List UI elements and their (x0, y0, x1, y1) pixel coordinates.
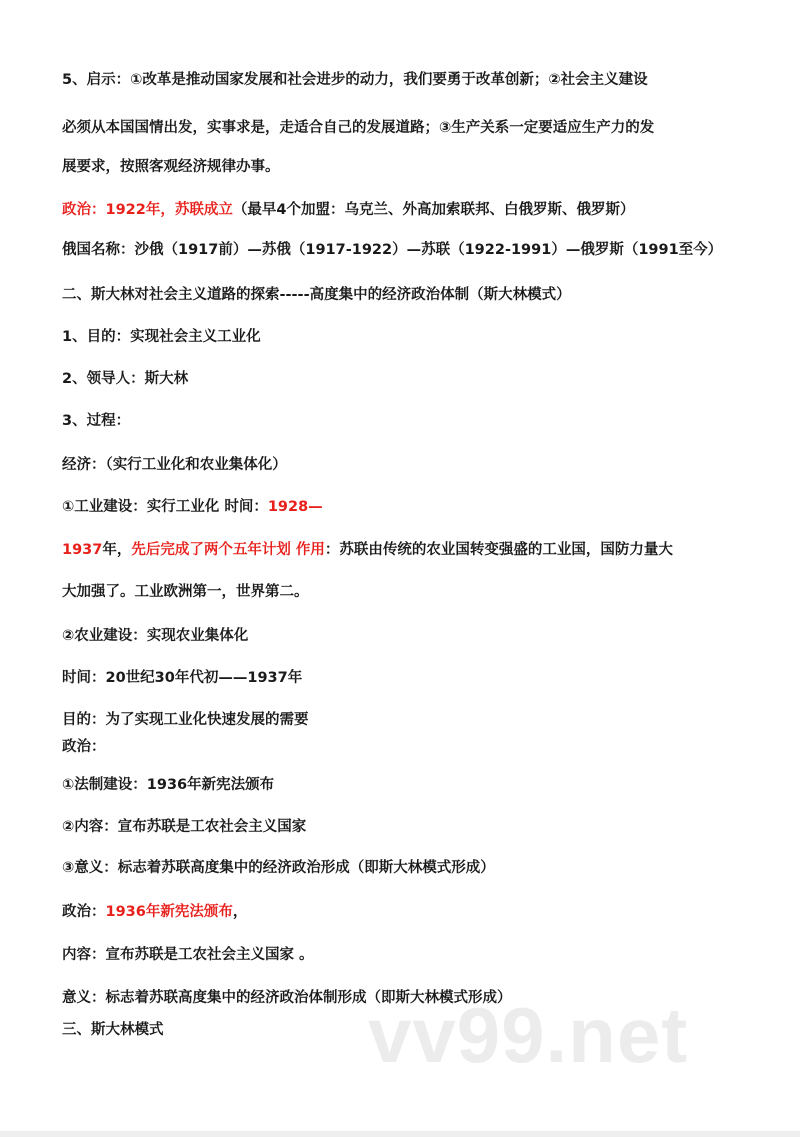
text-span: ①法制建设：1936年新宪法颁布 (62, 777, 275, 793)
text-line (62, 902, 247, 922)
highlighted-text: 1937 (62, 542, 103, 558)
text-span: ， (232, 904, 248, 920)
text-span: ②内容：宣布苏联是工农社会主义国家 (62, 819, 307, 835)
text-line (62, 369, 188, 389)
text-line (62, 710, 309, 730)
text-span: （最早4个加盟：乌克兰、外高加索联邦、白俄罗斯、俄罗斯） (232, 202, 635, 218)
page-bottom-edge (0, 1131, 800, 1137)
text-span: 时间：20世纪30年代初——1937年 (62, 670, 303, 686)
text-span: 展要求，按照客观经济规律办事。 (62, 159, 280, 175)
text-line (62, 240, 722, 260)
highlighted-text: 先后完成了两个五年计划 作用 (131, 542, 325, 558)
text-span: 年， (102, 542, 132, 558)
text-line (62, 118, 654, 138)
text-line (62, 497, 323, 517)
text-line (62, 945, 314, 965)
text-line (62, 775, 274, 795)
text-line (62, 540, 673, 560)
text-line (62, 817, 306, 837)
highlighted-text: 1936年新宪法颁布 (105, 904, 233, 920)
text-span: ：苏联由传统的农业国转变强盛的工业国，国防力量大 (324, 542, 673, 558)
watermark: vv99.net (368, 991, 689, 1079)
text-line (62, 411, 130, 431)
text-span: 三、斯大林模式 (62, 1022, 164, 1038)
text-line (62, 70, 648, 90)
text-span: ①工业建设：实行工业化 时间： (62, 499, 268, 515)
text-span: 2、领导人：斯大林 (62, 371, 189, 387)
text-line (62, 285, 571, 305)
text-line (62, 858, 495, 878)
text-span: 必须从本国国情出发，实事求是，走适合自己的发展道路；③生产关系一定要适应生产力的发 (62, 120, 655, 136)
text-span: 3、过程： (62, 413, 131, 429)
text-line (62, 626, 248, 646)
text-line (62, 1020, 164, 1040)
text-line (62, 737, 106, 757)
text-line (62, 327, 261, 347)
text-span: 政治： (62, 739, 106, 755)
text-span: 二、斯大林对社会主义道路的探索-----高度集中的经济政治体制（斯大林模式） (62, 287, 571, 303)
text-span: 俄国名称：沙俄（1917前）—苏俄（1917-1922）—苏联（1922-1991）—俄罗斯（1991至今） (62, 242, 723, 258)
text-span: 5、启示：①改革是推动国家发展和社会进步的动力，我们要勇于改革创新；②社会主义建设 (62, 72, 648, 88)
text-line (62, 200, 634, 220)
highlighted-text: 1928— (267, 499, 323, 515)
text-line (62, 455, 287, 475)
highlighted-text: 政治：1922年，苏联成立 (62, 202, 233, 218)
text-span: 大加强了。工业欧洲第一，世界第二。 (62, 584, 309, 600)
text-line (62, 582, 309, 602)
text-span: 意义：标志着苏联高度集中的经济政治体制形成（即斯大林模式形成） (62, 990, 512, 1006)
text-line (62, 668, 302, 688)
text-span: 1、目的：实现社会主义工业化 (62, 329, 261, 345)
text-span: 内容：宣布苏联是工农社会主义国家 。 (62, 947, 314, 963)
text-span: ②农业建设：实现农业集体化 (62, 628, 249, 644)
text-span: ③意义：标志着苏联高度集中的经济政治形成（即斯大林模式形成） (62, 860, 495, 876)
text-span: 目的：为了实现工业化快速发展的需要 (62, 712, 309, 728)
text-span: 政治： (62, 904, 106, 920)
text-line (62, 157, 280, 177)
text-span: 经济：（实行工业化和农业集体化） (62, 457, 287, 473)
